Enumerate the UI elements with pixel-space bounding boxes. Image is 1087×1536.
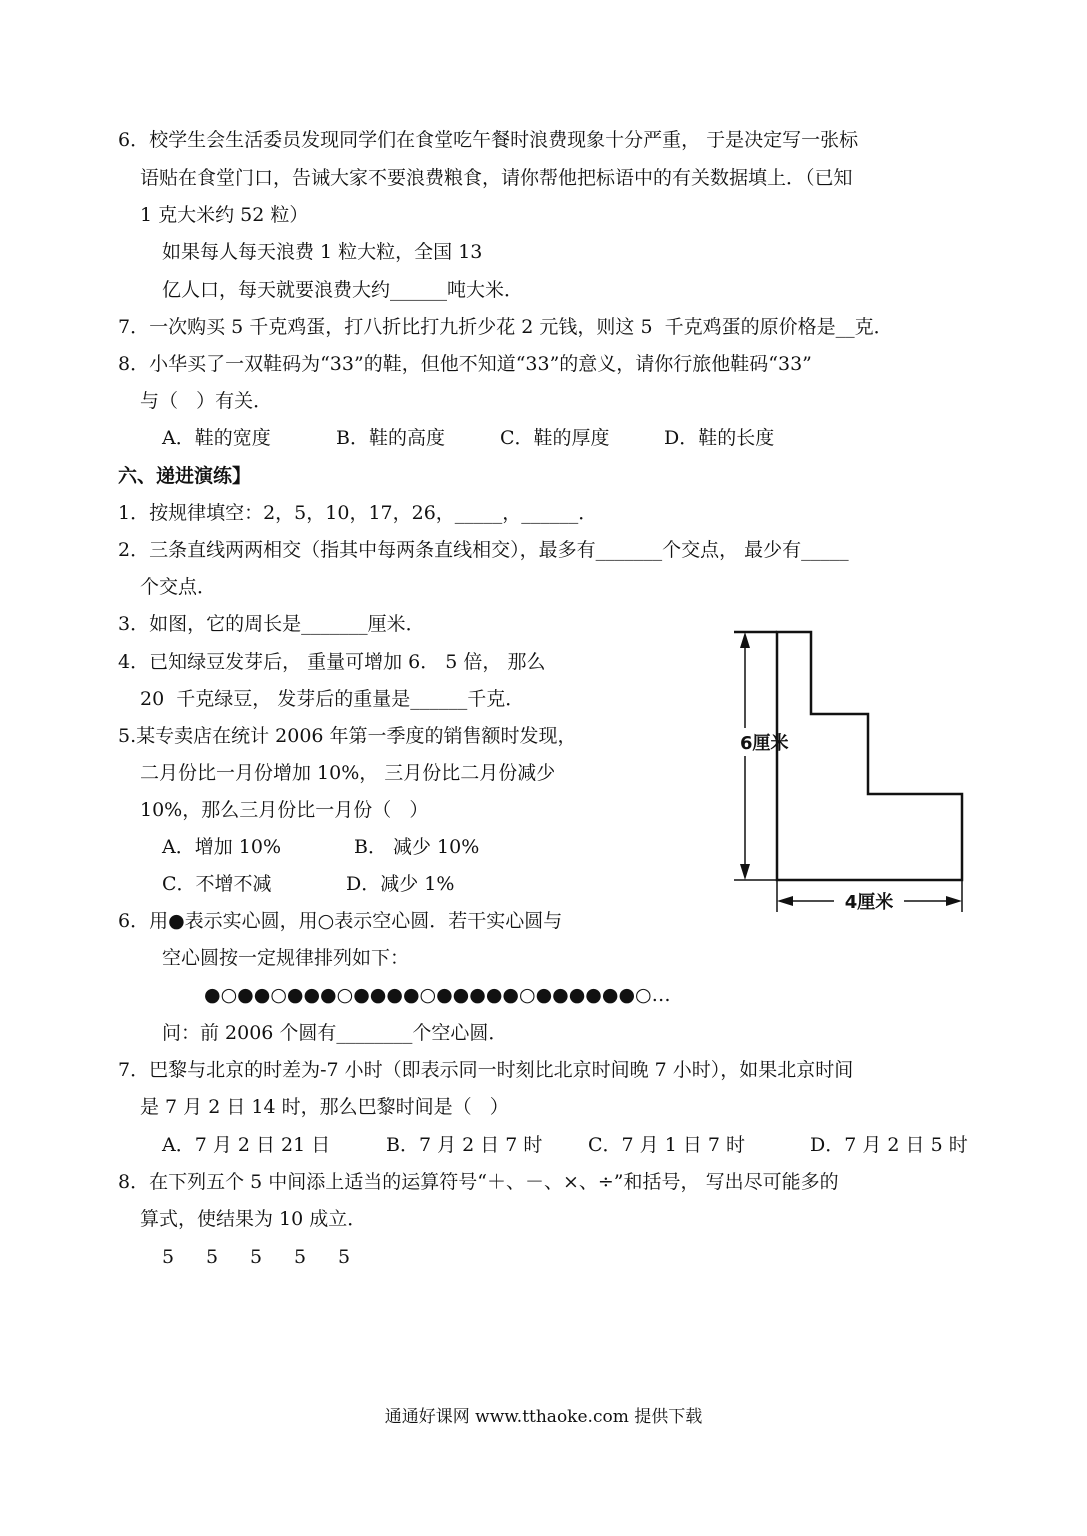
q6-line-4: 如果每人每天浪费 1 粒大粒，全国 13 [162, 241, 483, 263]
q6-line-3: 1 克大米约 52 粒） [140, 204, 309, 226]
q8-line-2: 与（ ）有关． [140, 390, 273, 412]
q8-option-c: C．鞋的厚度 [500, 427, 610, 449]
p2-q7-option-d: D．7 月 2 日 5 时 [810, 1134, 968, 1156]
p2-q7-line-2: 是 7 月 2 日 14 时，那么巴黎时间是（ ） [140, 1096, 509, 1118]
five-2: 5 [206, 1246, 219, 1268]
five-5: 5 [338, 1246, 351, 1268]
q6-line-1: 6．校学生会生活委员发现同学们在食堂吃午餐时浪费现象十分严重， 于是决定写一张标 [118, 129, 859, 151]
arrowhead-left [777, 896, 793, 906]
p2-q5-line-2: 二月份比一月份增加 10%， 三月份比二月份减少 [140, 762, 556, 784]
height-label: 6厘米 [740, 733, 789, 754]
footer: 通通好课网 www.tthaoke.com 提供下载 [384, 1407, 703, 1427]
p2-q5-option-c: C．不增不减 [162, 873, 272, 895]
p2-q7-option-a: A．7 月 2 日 21 日 [162, 1134, 331, 1156]
q8-option-b: B．鞋的高度 [336, 427, 445, 449]
staircase-figure [728, 622, 976, 922]
p2-q5-line-3: 10%，那么三月份比一月份（ ） [140, 799, 429, 821]
p2-q6-line-4: 问：前 2006 个圆有________个空心圆． [162, 1022, 508, 1044]
p2-q5-option-b: B． 减少 10% [354, 836, 480, 858]
p2-q5-option-d: D．减少 1% [346, 873, 455, 895]
p2-q7-line-1: 7．巴黎与北京的时差为-7 小时（即表示同一时刻比北京时间晚 7 小时），如果北京时间 [118, 1059, 854, 1081]
five-1: 5 [162, 1246, 175, 1268]
arrowhead-right [946, 896, 962, 906]
q8-line-1: 8．小华买了一双鞋码为“33”的鞋，但他不知道“33”的意义，请你行旅他鞋码“33” [118, 353, 812, 375]
five-4: 5 [294, 1246, 307, 1268]
p2-q2-line-1: 2．三条直线两两相交（指其中每两条直线相交），最多有_______个交点， 最少有_____ [118, 539, 849, 561]
width-label: 4厘米 [844, 892, 894, 913]
p2-q3: 3．如图，它的周长是_______厘米． [118, 613, 425, 635]
q6-line-5: 亿人口，每天就要浪费大约______吨大米． [162, 279, 524, 301]
p2-q6-line-1: 6．用●表示实心圆，用○表示空心圆．若干实心圆与 [118, 910, 563, 932]
section-title: 六、递进演练】 [118, 465, 252, 487]
p2-q7-option-c: C．7 月 1 日 7 时 [588, 1134, 746, 1156]
q8-option-d: D．鞋的长度 [664, 427, 775, 449]
arrowhead-up [740, 632, 750, 648]
p2-q4-line-1: 4．已知绿豆发芽后， 重量可增加 6． 5 倍， 那么 [118, 651, 546, 673]
q7-text: 7．一次购买 5 千克鸡蛋，打八折比打九折少花 2 元钱，则这 5 千克鸡蛋的原价格是__克． [118, 316, 893, 338]
p2-q8-line-2: 算式，使结果为 10 成立． [140, 1208, 367, 1230]
staircase-outline [777, 632, 962, 880]
q6-line-2: 语贴在食堂门口，告诫大家不要浪费粮食，请你帮他把标语中的有关数据填上．（已知 [140, 167, 853, 189]
p2-q7-option-b: B．7 月 2 日 7 时 [386, 1134, 543, 1156]
p2-q1: 1．按规律填空：2，5，10，17，26，_____，______． [118, 502, 598, 524]
p2-q6-line-2: 空心圆按一定规律排列如下： [162, 947, 410, 969]
p2-q4-line-2: 20 千克绿豆， 发芽后的重量是______千克． [140, 688, 525, 710]
p2-q8-line-1: 8．在下列五个 5 中间添上适当的运算符号“＋、－、×、÷”和括号， 写出尽可能多的 [118, 1171, 839, 1193]
p2-q5-line-1: 5.某专卖店在统计 2006 年第一季度的销售额时发现， [118, 725, 577, 747]
p2-q2-line-2: 个交点． [140, 576, 217, 598]
arrowhead-down [740, 864, 750, 880]
p2-q5-option-a: A．增加 10% [162, 836, 281, 858]
five-3: 5 [250, 1246, 263, 1268]
circle-sequence: ●○●●○●●●○●●●●○●●●●●○●●●●●●○… [204, 984, 671, 1006]
q8-option-a: A．鞋的宽度 [162, 427, 271, 449]
